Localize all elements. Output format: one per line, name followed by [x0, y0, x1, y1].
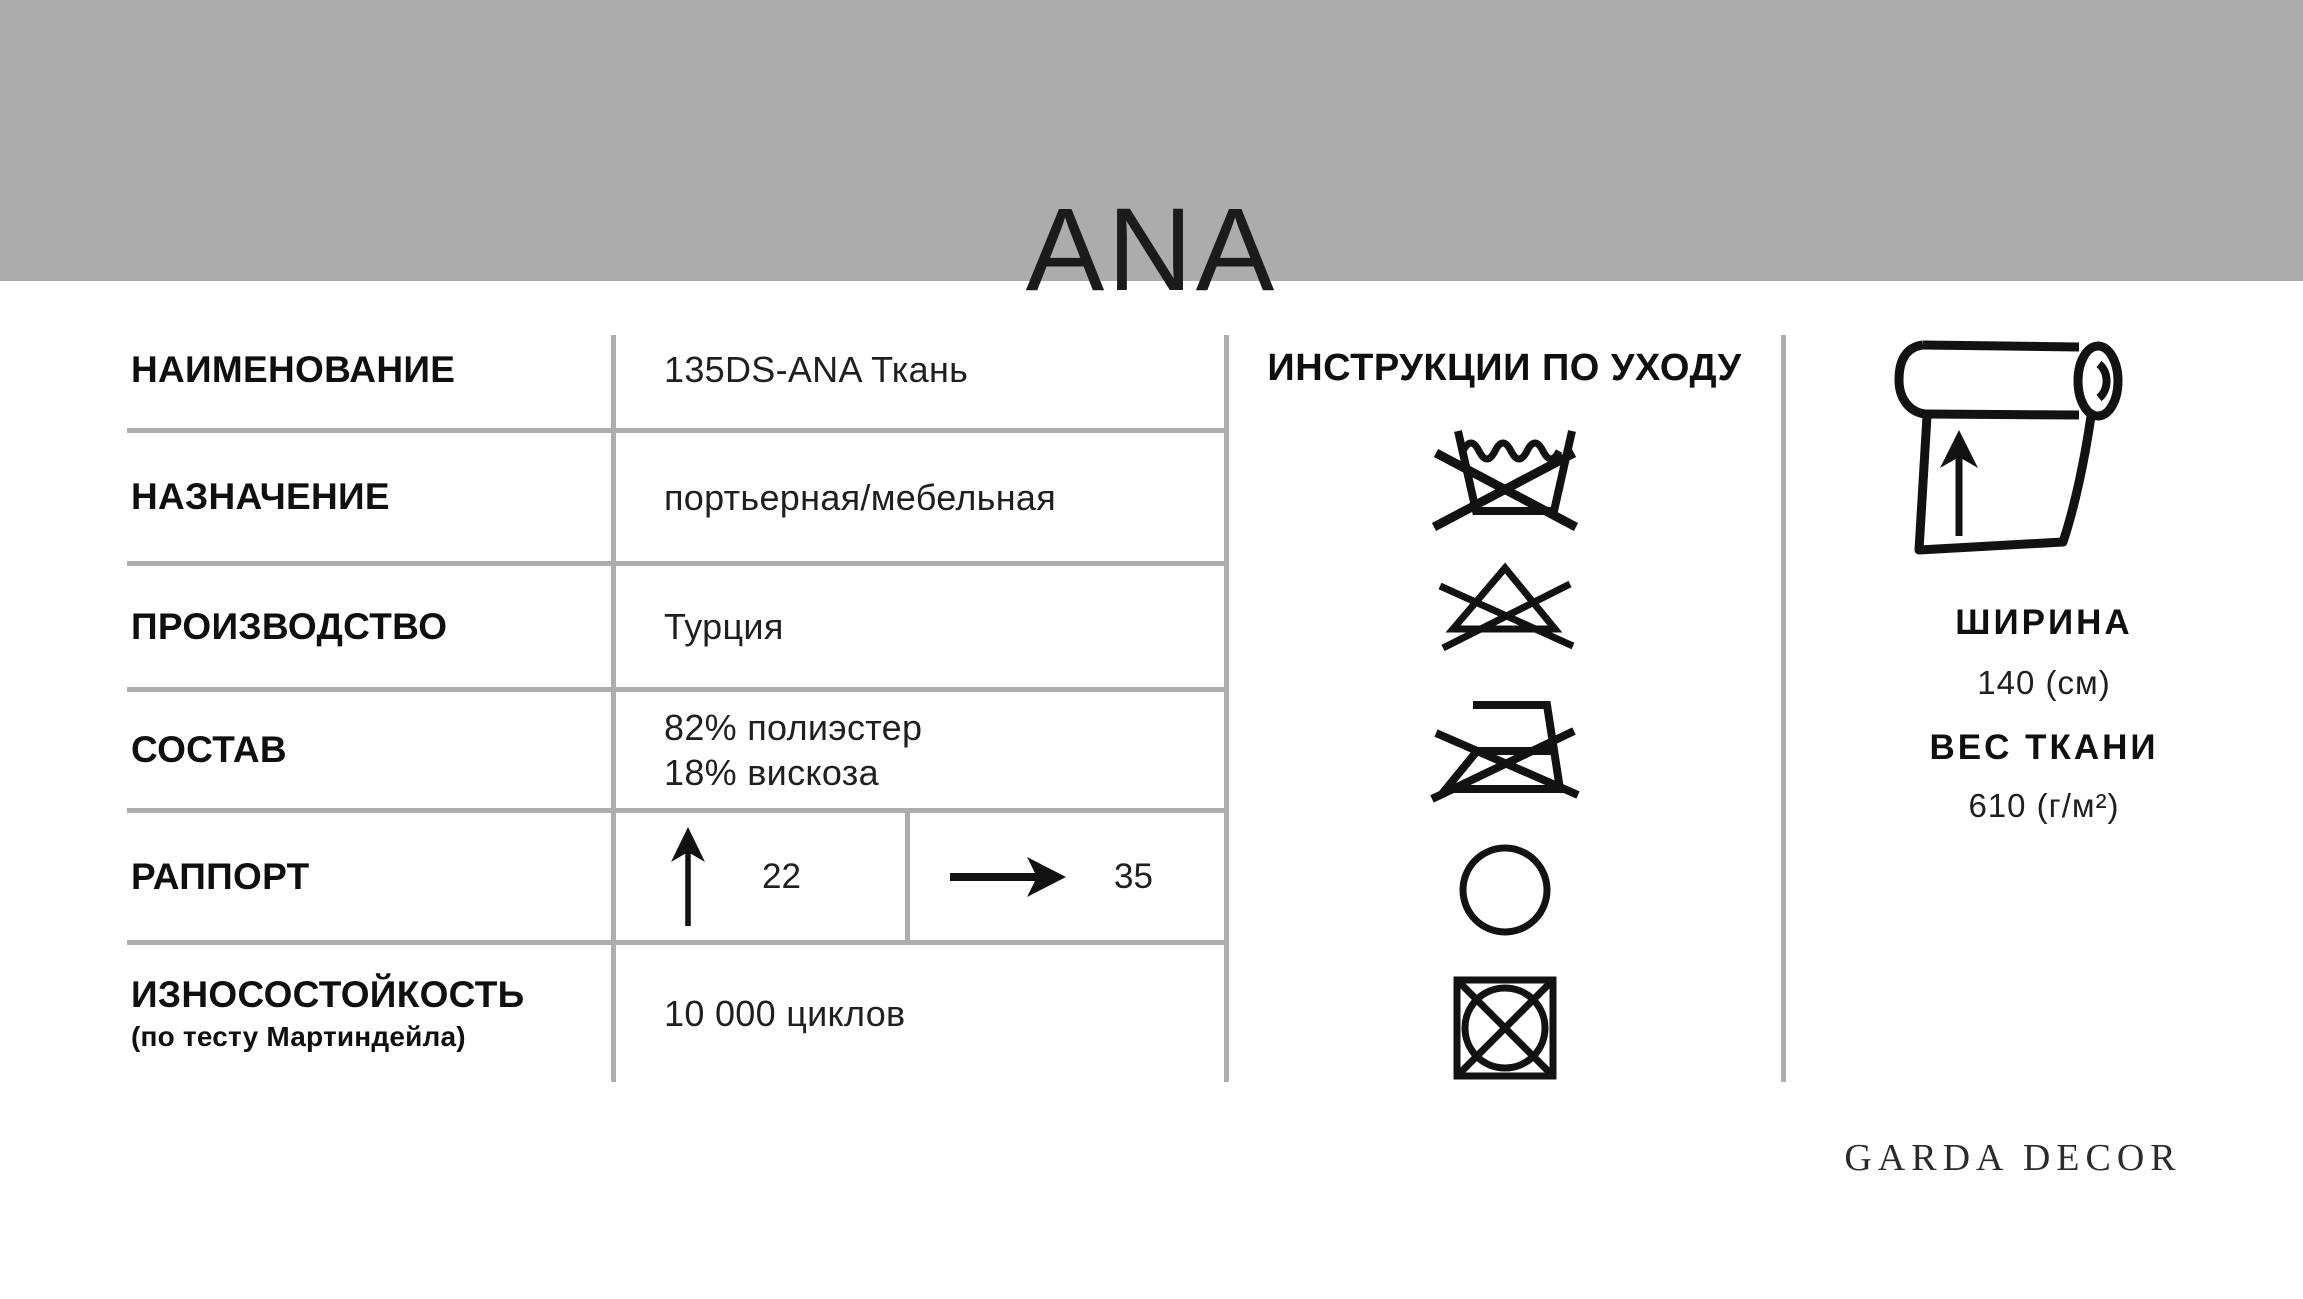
table-column-divider: [611, 335, 616, 1082]
row-label: [127, 813, 616, 940]
weight-label: ВЕС ТКАНИ: [1929, 728, 2159, 767]
row-label: [127, 433, 616, 561]
row-value: [616, 433, 1229, 561]
title-banner: [0, 0, 2303, 317]
care-heading: ИНСТРУКЦИИ ПО УХОДУ: [1267, 347, 1742, 389]
row-label: [127, 945, 616, 1082]
row-label-text: НАЗНАЧЕНИЕ: [131, 476, 390, 518]
table-row-durability: [127, 945, 1229, 1082]
width-label: ШИРИНА: [1955, 603, 2133, 642]
care-instructions: [1228, 335, 1781, 1082]
width-value: 140 (см): [1977, 664, 2111, 701]
table-right-border: [1224, 335, 1229, 1082]
fabric-info: [1785, 335, 2303, 1082]
rapport-vertical-value: 22: [762, 856, 801, 896]
row-label-text: РАППОРТ: [131, 855, 310, 897]
row-value: [616, 692, 1229, 808]
row-value: [616, 945, 1229, 1082]
composition-line-1: 82% полиэстер: [664, 707, 923, 748]
rapport-values: [616, 813, 1229, 940]
row-label: [127, 692, 616, 808]
row-value: [616, 566, 1229, 687]
arrow-up-icon: [666, 825, 710, 929]
row-label-text: ПРОИЗВОДСТВО: [131, 605, 448, 647]
do-not-bleach-icon: [1435, 561, 1575, 656]
do-not-iron-icon: [1430, 691, 1580, 806]
table-row-name: [127, 335, 1229, 433]
row-label-text: ИЗНОСОСТОЙКОСТЬ: [131, 974, 525, 1016]
table-row-rapport: [127, 813, 1229, 945]
row-value: [616, 335, 1229, 428]
row-label-text: НАИМЕНОВАНИЕ: [131, 348, 456, 390]
brand-logo: GARDA DECOR: [1844, 1137, 2182, 1179]
row-value-text: 10 000 циклов: [664, 993, 906, 1034]
rapport-horizontal-value: 35: [1114, 856, 1153, 896]
table-row-purpose: [127, 433, 1229, 566]
fabric-name-title: ANA: [1025, 184, 1278, 317]
row-value-text: 135DS-ANA Ткань: [664, 349, 969, 390]
row-label: [127, 566, 616, 687]
table-row-composition: [127, 692, 1229, 813]
row-value-text: Турция: [664, 606, 784, 647]
rapport-vertical-cell: [616, 813, 905, 940]
dry-clean-circle-icon: [1455, 840, 1555, 940]
table-row-production: [127, 566, 1229, 692]
row-sublabel-text: (по тесту Мартиндейла): [131, 1020, 466, 1052]
do-not-tumble-dry-icon: [1450, 973, 1560, 1083]
rapport-horizontal-cell: [910, 813, 1229, 940]
row-label-text: СОСТАВ: [131, 729, 287, 771]
spec-table: [127, 335, 1229, 1082]
fabric-roll-icon: [1893, 336, 2125, 564]
row-value-text: портьерная/мебельная: [664, 476, 1056, 518]
do-not-wash-icon: [1430, 415, 1580, 535]
arrow-right-icon: [948, 853, 1068, 901]
row-label: [127, 335, 616, 428]
weight-value: 610 (г/м²): [1968, 787, 2120, 824]
composition-line-2: 18% вискоза: [664, 752, 879, 793]
